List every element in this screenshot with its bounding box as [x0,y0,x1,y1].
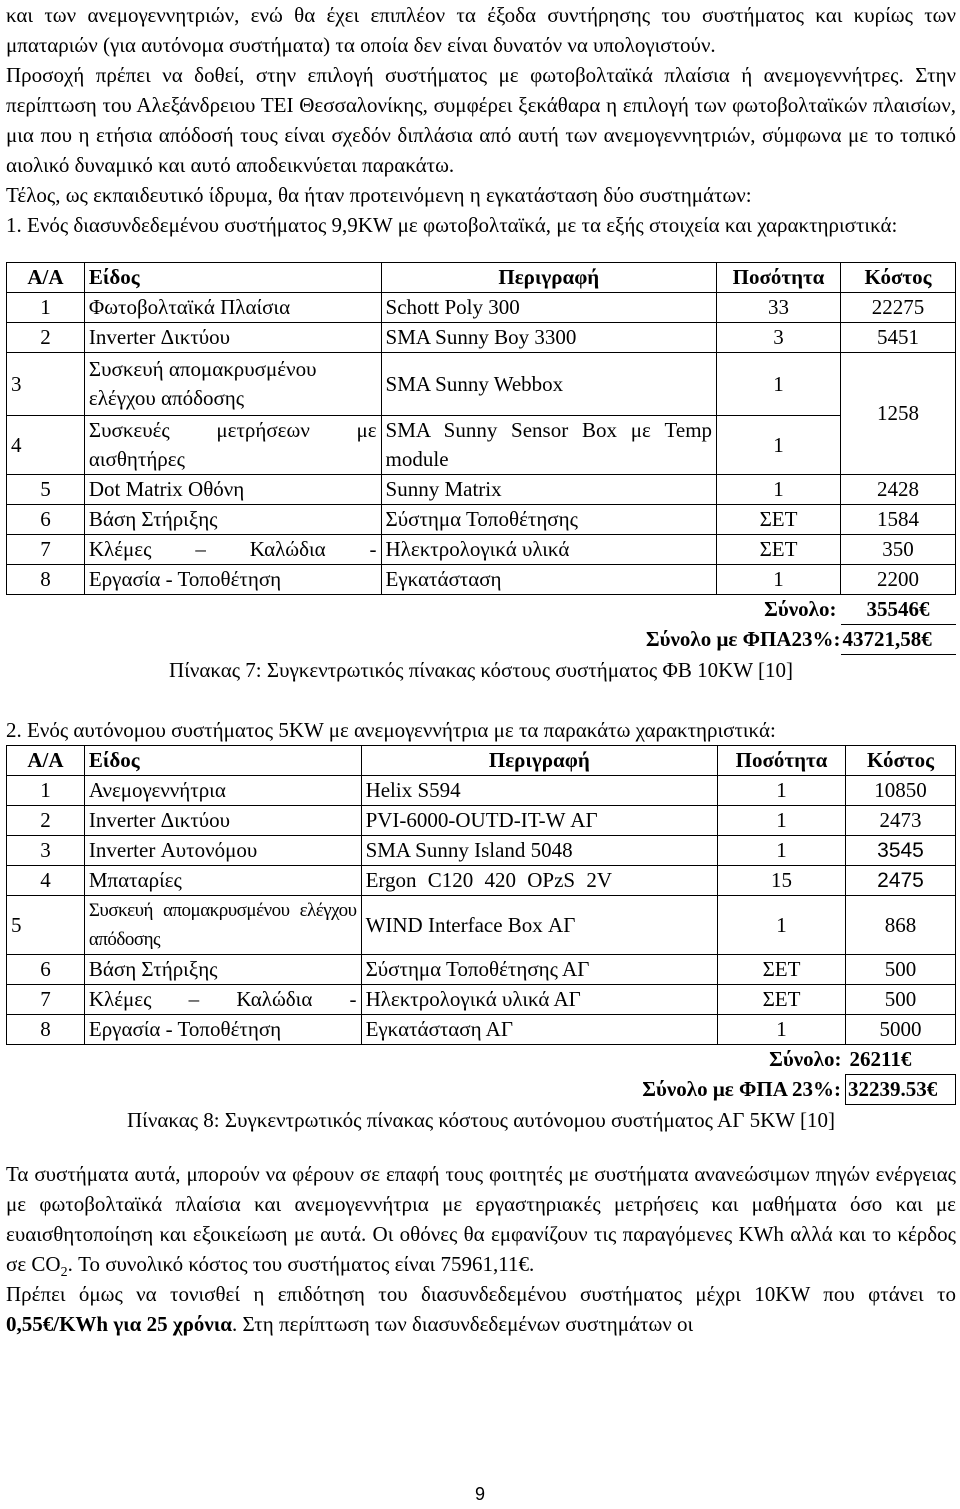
total-value: 35546€ [841,595,956,625]
cell-aa: 8 [7,565,85,595]
cell-cost: 2475 [846,866,956,896]
table-row [7,776,956,806]
cell-description: SMA Sunny Island 5048 [361,836,718,866]
total-vat-row [7,1075,956,1105]
table-row [7,896,956,955]
cell-item: Inverter Δικτύου [84,323,381,353]
paragraph-outro-1 [6,1159,956,1279]
header-cost: Κόστος [846,746,956,776]
header-item: Είδος [84,746,361,776]
cell-item: Ανεμογεννήτρια [84,776,361,806]
table-row [7,565,956,595]
header-aa: Α/Α [7,263,85,293]
cell-description: Εγκατάσταση ΑΓ [361,1015,718,1045]
cell-quantity: 1 [718,836,846,866]
cell-description: SMA Sunny Sensor Box με Temp module [381,416,717,475]
cell-cost: 10850 [846,776,956,806]
cell-aa: 4 [7,416,85,475]
cell-aa: 6 [7,955,85,985]
cell-cost: 868 [846,896,956,955]
cell-item: Μπαταρίες [84,866,361,896]
total-vat-row [7,625,956,655]
paragraph-intro-1: και των ανεμογεννητριών, ενώ θα έχει επιπλέον τα έξοδα συντήρησης του συστήματος και κυρίως των μπαταριών (για αυτόνομα συστήματα) τα οποία δεν είναι δυνατόν να υπολογιστούν. [6,3,956,57]
cell-quantity: ΣΕΤ [718,985,846,1015]
paragraph-intro-4: 1. Ενός διασυνδεδεμένου συστήματος 9,9KW με φωτοβολταϊκά, με τα εξής στοιχεία και χαρακτηριστικά: [6,213,898,237]
total-vat-value: 43721,58€ [841,625,956,655]
cell-aa: 6 [7,505,85,535]
cell-quantity: ΣΕΤ [718,955,846,985]
paragraph-intro-3: Τέλος, ως εκπαιδευτικό ίδρυμα, θα ήταν προτεινόμενη η εγκατάσταση δύο συστημάτων: [6,183,752,207]
cell-aa: 1 [7,776,85,806]
table-row [7,955,956,985]
cell-item: Φωτοβολταϊκά Πλαίσια [84,293,381,323]
cell-aa: 2 [7,806,85,836]
cell-item: Εργασία - Τοποθέτηση [84,1015,361,1045]
total-value: 26211€ [846,1045,956,1075]
cell-quantity: 1 [717,565,841,595]
cell-cost: 3545 [846,836,956,866]
cell-description: Sunny Matrix [381,475,717,505]
table-row [7,323,956,353]
table-row [7,475,956,505]
table-caption-8: Πίνακας 8: Συγκεντρωτικός πίνακας κόστους αυτόνομου συστήματος ΑΓ 5KW [10] [127,1108,835,1132]
cell-cost: 350 [841,535,956,565]
cell-quantity: ΣΕΤ [717,535,841,565]
cell-aa: 3 [7,836,85,866]
cost-table-pv [6,262,956,655]
cell-description: Ηλεκτρολογικά υλικά [381,535,717,565]
cell-quantity: ΣΕΤ [717,505,841,535]
header-cost: Κόστος [841,263,956,293]
cell-item: Εργασία - Τοποθέτηση [84,565,381,595]
cell-quantity: 1 [718,1015,846,1045]
total-vat-label: Σύνολο με ΦΠΑ 23%: [642,1077,841,1101]
table-row [7,293,956,323]
cell-cost: 500 [846,985,956,1015]
table-row [7,806,956,836]
cell-quantity: 1 [717,416,841,475]
paragraph-intro-2: Προσοχή πρέπει να δοθεί, στην επιλογή συστήματος με φωτοβολταϊκά πλαίσια ή ανεμογεννήτρες. Στην περίπτωση του Αλεξάνδρειου ΤΕΙ Θεσσαλονίκης, συμφέρει ξεκάθαρα η επιλογή των φωτοβολταϊκών πλαισίων, μια που η ετήσια απόδοσή τους είναι σχεδόν διπλάσια από αυτή των ανεμογεννητριών, σύμφωνα με το τοπικό αιολικό δυναμικό και αυτό αποδεικνύεται παρακάτω. [6,63,956,177]
total-vat-label: Σύνολο με ΦΠΑ23%: [645,627,841,651]
cell-quantity: 1 [717,353,841,416]
cell-aa: 7 [7,985,85,1015]
cell-description: Σύστημα Τοποθέτησης [381,505,717,535]
header-quantity: Ποσότητα [718,746,846,776]
cell-item: Βάση Στήριξης [84,505,381,535]
cell-item: Inverter Δικτύου [84,806,361,836]
page-number: 9 [474,1484,485,1504]
cell-cost: 2200 [841,565,956,595]
cell-quantity: 1 [718,806,846,836]
outro-text-c: Πρέπει όμως να τονισθεί η επιδότηση του διασυνδεδεμένου συστήματος μέχρι 10KW που φτάνει το [6,1282,956,1306]
cell-quantity: 1 [718,896,846,955]
cell-description: SMA Sunny Webbox [381,353,717,416]
cell-quantity: 1 [717,475,841,505]
cell-item: Συσκευή απομακρυσμένου ελέγχου απόδοσης [84,353,381,416]
cell-aa: 3 [7,353,85,416]
paragraph-outro-2 [6,1279,956,1339]
total-row [7,595,956,625]
cell-cost: 500 [846,955,956,985]
cell-cost: 5451 [841,323,956,353]
table-row [7,505,956,535]
cell-quantity: 33 [717,293,841,323]
cell-aa: 5 [7,475,85,505]
cell-item: Dot Matrix Οθόνη [84,475,381,505]
document-page [6,0,956,1339]
cell-quantity: 3 [717,323,841,353]
cell-cost: 1584 [841,505,956,535]
cell-item: Συσκευές μετρήσεων με αισθητήρες [84,416,381,475]
cell-item: Κλέμες – Καλώδια - [84,985,361,1015]
table-row [7,416,956,475]
cell-description: Helix S594 [361,776,718,806]
cell-item: Συσκευή απομακρυσμένου ελέγχου απόδοσης [84,896,361,955]
header-description: Περιγραφή [361,746,718,776]
cell-cost: 2428 [841,475,956,505]
outro-text-b: . Το συνολικό κόστος του συστήματος είναι 75961,11€. [67,1252,535,1276]
cell-cost-merged: 1258 [841,353,956,475]
header-aa: Α/Α [7,746,85,776]
table-row [7,353,956,416]
cell-aa: 4 [7,866,85,896]
table-caption-7: Πίνακας 7: Συγκεντρωτικός πίνακας κόστους συστήματος ΦΒ 10KW [10] [169,658,793,682]
cell-quantity: 1 [718,776,846,806]
cell-cost: 5000 [846,1015,956,1045]
cell-cost: 2473 [846,806,956,836]
cell-aa: 5 [7,896,85,955]
cell-aa: 8 [7,1015,85,1045]
cell-description: WIND Interface Box ΑΓ [361,896,718,955]
cell-description: PVI-6000-OUTD-IT-W ΑΓ [361,806,718,836]
table-row [7,836,956,866]
cell-description: Εγκατάσταση [381,565,717,595]
section-2-heading: 2. Ενός αυτόνομου συστήματος 5KW με ανεμογεννήτρια με τα παρακάτω χαρακτηριστικά: [6,718,776,742]
table-row [7,535,956,565]
total-label: Σύνολο: [764,597,837,622]
cell-aa: 7 [7,535,85,565]
table-header-row [7,746,956,776]
outro-text-d: . Στη περίπτωση των διασυνδεδεμένων συστημάτων οι [231,1312,694,1336]
header-quantity: Ποσότητα [717,263,841,293]
header-item: Είδος [84,263,381,293]
cell-description: Schott Poly 300 [381,293,717,323]
table-header-row [7,263,956,293]
cost-table-wind [6,745,956,1105]
cell-item: Inverter Αυτονόμου [84,836,361,866]
cell-item: Βάση Στήριξης [84,955,361,985]
cell-description: SMA Sunny Boy 3300 [381,323,717,353]
cell-aa: 2 [7,323,85,353]
cell-description: Σύστημα Τοποθέτησης ΑΓ [361,955,718,985]
cell-description: Ergon C120 420 OPzS 2V [361,866,718,896]
co2-subscript: 2 [60,1265,68,1281]
cell-cost: 22275 [841,293,956,323]
cell-aa: 1 [7,293,85,323]
subsidy-rate: 0,55€/KWh για 25 χρόνια [6,1312,232,1336]
outro-text-a: Τα συστήματα αυτά, μπορούν να φέρουν σε επαφή τους φοιτητές με συστήματα ανανεώσιμων πηγών ενέργειας με φωτοβολταϊκά πλαίσια και ανεμογεννήτρια με εργαστηριακές μετρήσεις και μαθήματα όσο και με ευαισθητοποίηση και εξοικείωση με αυτά. Οι οθόνες θα εμφανίζουν τις παραγόμενες KWh αλλά και το κέρδος σε CO [6,1162,956,1276]
header-description: Περιγραφή [381,263,717,293]
total-row [7,1045,956,1075]
table-row [7,985,956,1015]
table-row [7,866,956,896]
cell-quantity: 15 [718,866,846,896]
cell-item: Κλέμες – Καλώδια - [84,535,381,565]
cell-description: Ηλεκτρολογικά υλικά ΑΓ [361,985,718,1015]
total-label: Σύνολο: [769,1047,842,1072]
table-row [7,1015,956,1045]
total-vat-value: 32239.53€ [846,1075,956,1105]
